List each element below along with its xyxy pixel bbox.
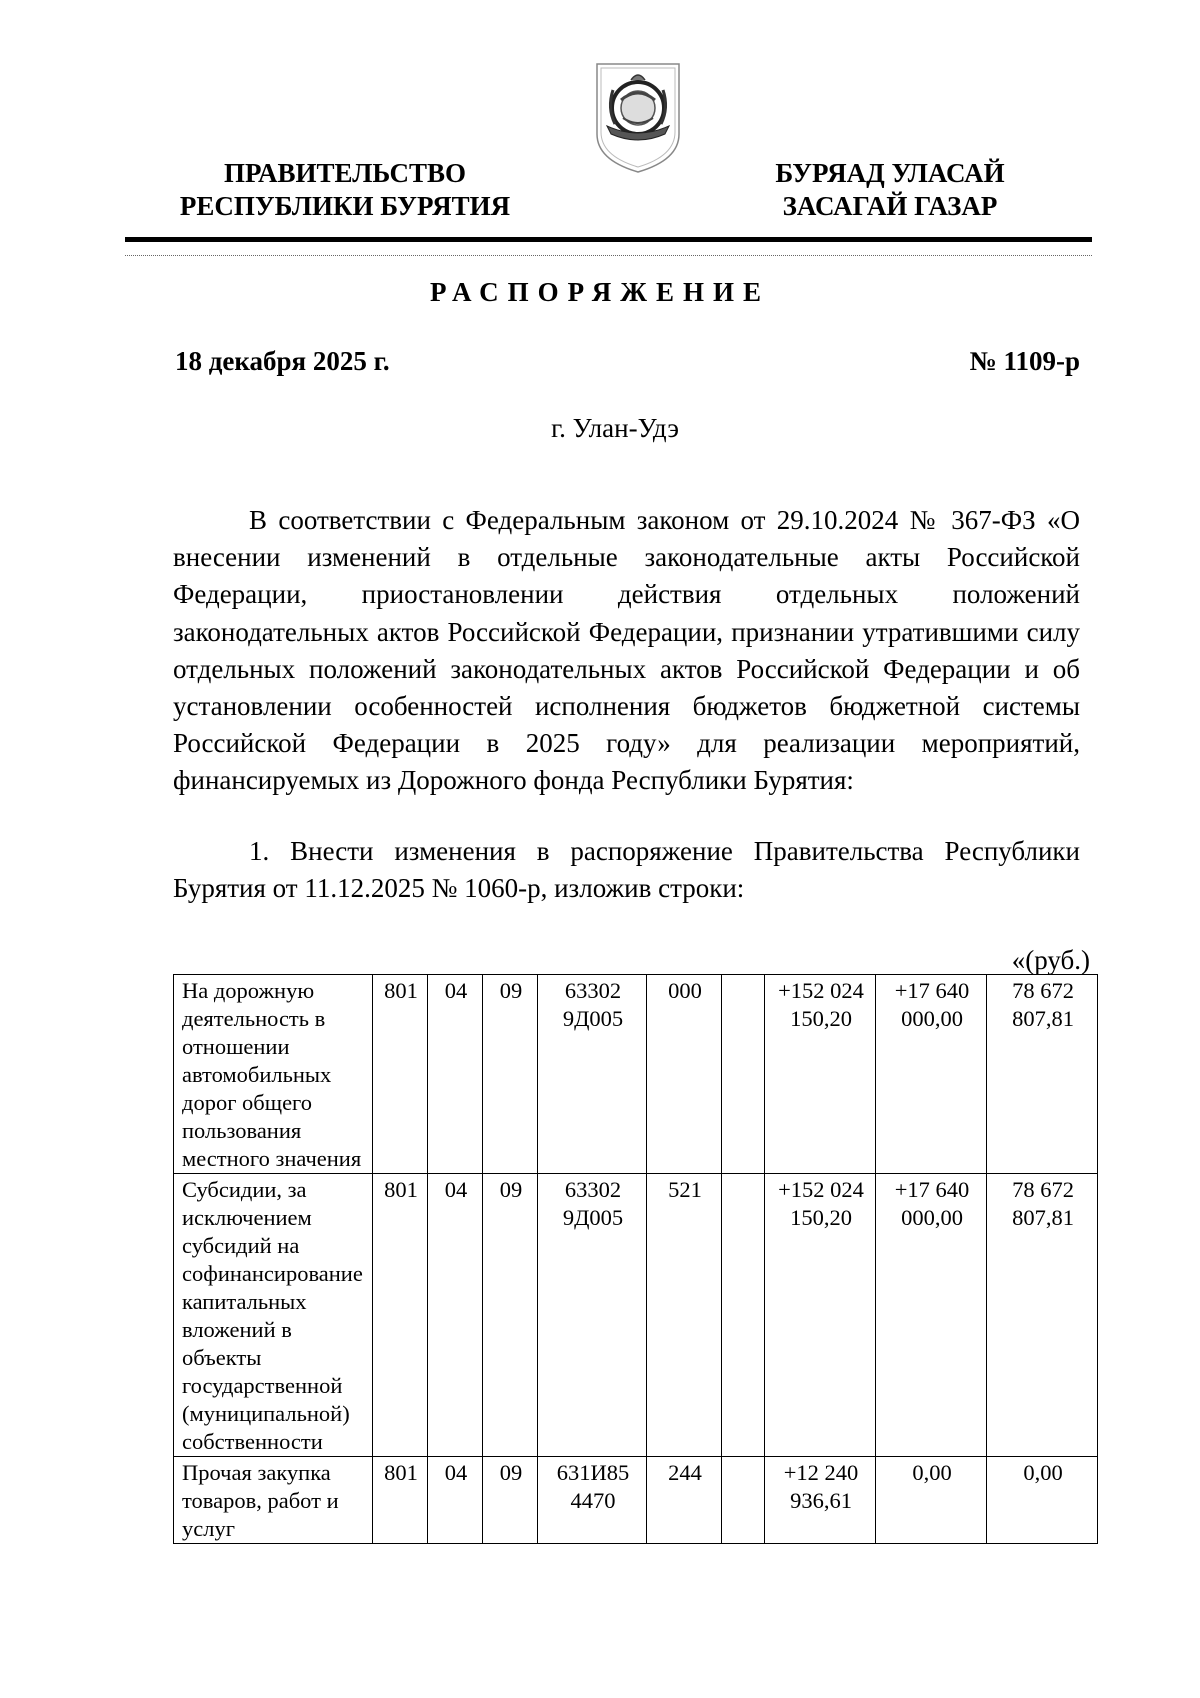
row-amount-2-cell: 0,00 xyxy=(876,1457,987,1544)
row-section-cell: 04 xyxy=(428,1457,483,1544)
row-expense-type-cell: 000 xyxy=(647,975,722,1174)
table-row xyxy=(174,975,1098,1174)
row-subsection-cell: 09 xyxy=(483,1174,538,1457)
header-right-line1: БУРЯАД УЛАСАЙ xyxy=(775,158,1005,188)
row-section-cell: 04 xyxy=(428,1174,483,1457)
header-left-line2: РЕСПУБЛИКИ БУРЯТИЯ xyxy=(179,191,511,221)
row-grbs-cell: 801 xyxy=(373,1174,428,1457)
row-amount-1-cell: +12 240 936,61 xyxy=(765,1457,876,1544)
row-expense-type-cell: 244 xyxy=(647,1457,722,1544)
preamble-paragraph: В соответствии с Федеральным законом от 29.10.2024 № 367-ФЗ «О внесении изменений в отдельные законодательные акты Российской Федерации, приостановлении действия отдельных положений законодательных актов Российской Федерации, признании утратившими силу отдельных положений законодательных актов Российской Федерации и об установлении особенностей исполнения бюджетов бюджетной системы Российской Федерации в 2025 году» для реализации мероприятий, финансируемых из Дорожного фонда Республики Бурятия: xyxy=(173,505,1080,796)
document-type-title: РАСПОРЯЖЕНИЕ xyxy=(429,277,771,307)
document-date: 18 декабря 2025 г. xyxy=(175,346,390,376)
row-amount-3-cell: 0,00 xyxy=(987,1457,1098,1544)
header-divider-thick xyxy=(125,237,1092,242)
row-name-cell: Субсидии, за исключением субсидий на софинансирование капитальных вложений в объекты государственной (муниципальной) собственности xyxy=(174,1174,373,1457)
row-expense-type-cell: 521 xyxy=(647,1174,722,1457)
row-grbs-cell: 801 xyxy=(373,1457,428,1544)
row-section-cell: 04 xyxy=(428,975,483,1174)
row-empty-cell xyxy=(722,1457,765,1544)
table-row xyxy=(174,1457,1098,1544)
row-target-article-cell: 63302 9Д005 xyxy=(538,1174,647,1457)
header-right-line2: ЗАСАГАЙ ГАЗАР xyxy=(782,191,998,221)
header-left-line1: ПРАВИТЕЛЬСТВО xyxy=(223,158,467,188)
coat-of-arms-emblem xyxy=(593,60,683,176)
row-subsection-cell: 09 xyxy=(483,1457,538,1544)
clause-1-paragraph: 1. Внести изменения в распоряжение Правительства Республики Бурятия от 11.12.2025 № 1060-р, изложив строки: xyxy=(173,836,1080,904)
row-amount-3-cell: 78 672 807,81 xyxy=(987,1174,1098,1457)
row-amount-2-cell: +17 640 000,00 xyxy=(876,1174,987,1457)
row-grbs-cell: 801 xyxy=(373,975,428,1174)
document-city: г. Улан-Удэ xyxy=(551,413,679,443)
row-amount-2-cell: +17 640 000,00 xyxy=(876,975,987,1174)
header-divider-thin xyxy=(125,255,1092,256)
row-subsection-cell: 09 xyxy=(483,975,538,1174)
row-name-cell: Прочая закупка товаров, работ и услуг xyxy=(174,1457,373,1544)
table-row xyxy=(174,1174,1098,1457)
row-empty-cell xyxy=(722,1174,765,1457)
row-target-article-cell: 63302 9Д005 xyxy=(538,975,647,1174)
row-target-article-cell: 631И85 4470 xyxy=(538,1457,647,1544)
budget-table xyxy=(173,974,1098,1544)
row-name-cell: На дорожную деятельность в отношении автомобильных дорог общего пользования местного значения xyxy=(174,975,373,1174)
row-amount-1-cell: +152 024 150,20 xyxy=(765,1174,876,1457)
document-number: № 1109-р xyxy=(969,346,1080,376)
row-amount-1-cell: +152 024 150,20 xyxy=(765,975,876,1174)
header-left-title xyxy=(155,157,535,223)
row-amount-3-cell: 78 672 807,81 xyxy=(987,975,1098,1174)
header-right-title xyxy=(740,157,1040,223)
row-empty-cell xyxy=(722,975,765,1174)
table-unit-label: «(руб.) xyxy=(1011,945,1090,975)
